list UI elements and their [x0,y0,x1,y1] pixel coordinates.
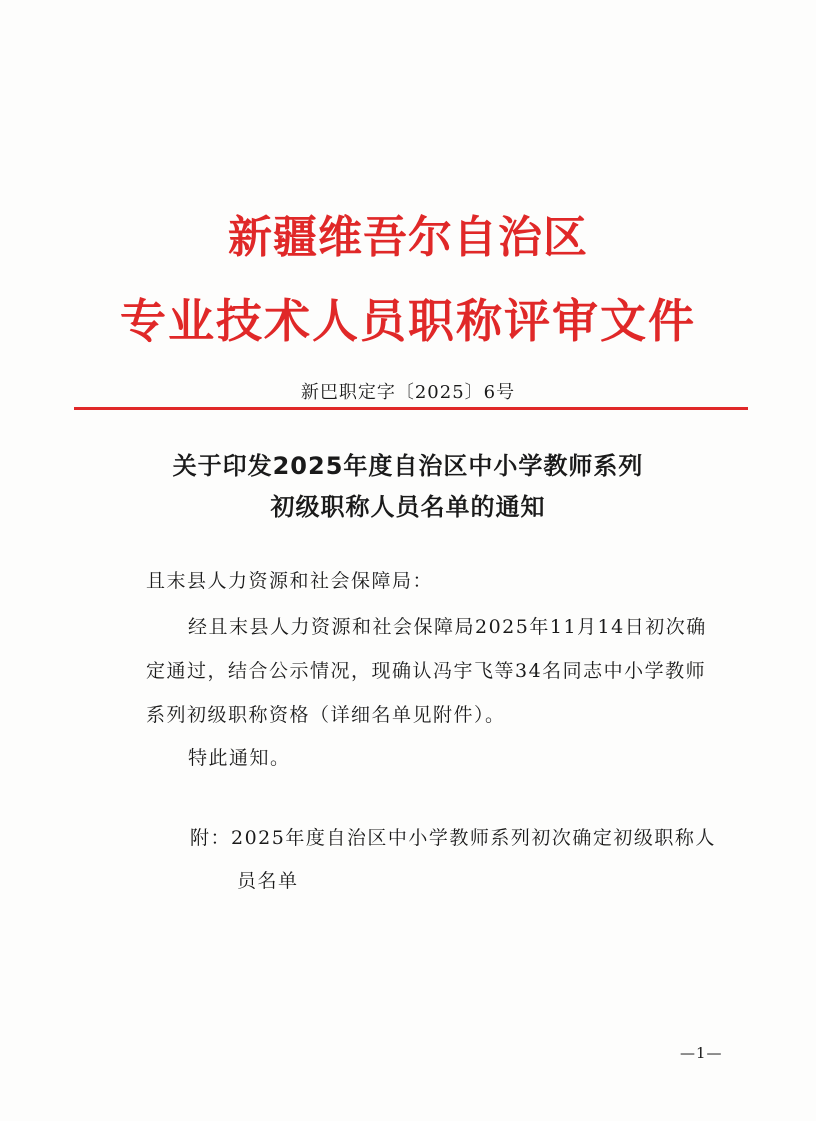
notice-title-line1: 关于印发2025年度自治区中小学教师系列 [172,452,644,480]
addressee: 且末县人力资源和社会保障局： [146,570,434,592]
body-paragraph-line: 经且末县人力资源和社会保障局2025年11月14日初次确 [188,616,707,638]
attachment-line1: 附：2025年度自治区中小学教师系列初次确定初级职称人 [190,827,716,849]
page-number: —1— [680,1044,723,1062]
red-divider-line [74,407,748,410]
document-number: 新巴职定字〔2025〕6号 [300,382,516,403]
closing-remark: 特此通知。 [188,747,291,769]
notice-title-line2: 初级职称人员名单的通知 [270,493,546,521]
issuer-header-line1: 新疆维吾尔自治区 [228,212,588,263]
attachment-line2: 员名单 [237,870,299,892]
body-paragraph-line: 定通过，结合公示情况，现确认冯宇飞等34名同志中小学教师 [146,660,707,682]
body-paragraph-line: 系列初级职称资格（详细名单见附件）。 [146,704,506,726]
issuer-header-line2: 专业技术人员职称评审文件 [120,294,696,348]
